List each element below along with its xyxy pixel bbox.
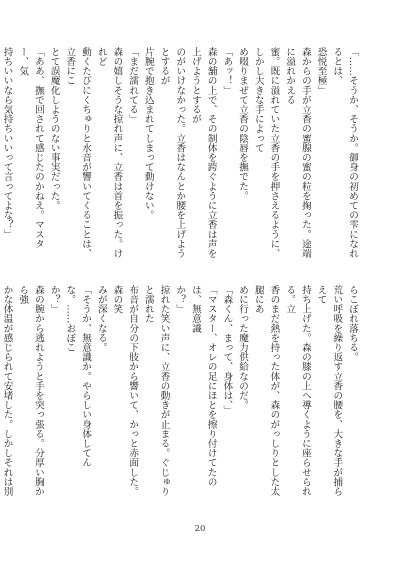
lower-text-line: 「森くん、まって、身体は、」 bbox=[221, 285, 233, 415]
lower-text-line: 布音が自分の下肢から響いて、かっと赤面した。森の笑 bbox=[111, 285, 139, 497]
upper-text-line: 「……そうか、そうか。御身の初めての雫になれるとは、 bbox=[331, 47, 358, 259]
upper-text-line: とて誤魔化しようのない事実だった。 bbox=[48, 47, 60, 211]
lower-text-line: 掠れた笑い声に、立香の動きが止まる。ぐじゅりと濡れた bbox=[142, 285, 170, 497]
lower-text-line: か？」 bbox=[174, 285, 186, 314]
upper-text-line: 森の嬉しそうな掠れ声に、立香は首を振った。けれど bbox=[95, 47, 123, 259]
upper-text-line: 片腕で抱き込まれてしまって動けない。 bbox=[142, 47, 154, 220]
upper-text-line: 蜜。既に溢れていた立香の手を押さえるように、しかし大きな手によって bbox=[252, 47, 280, 259]
lower-text-line: みが深くなる。 bbox=[95, 285, 107, 353]
upper-text-line: 森からの手が立香の蜜腺の蜜の粒を掬った。途端に溢れかえる bbox=[284, 47, 311, 259]
text-block-upper bbox=[1, 47, 360, 262]
lower-text-line: 「マスター、オレの足にほとを擦り付けてたのは、無意識 bbox=[189, 285, 217, 487]
upper-text-line: 恐悦至極」 bbox=[315, 47, 327, 95]
upper-text-line: 動くたびにくちゅりと水音が響いてくることは、立香にこ bbox=[64, 47, 92, 259]
lower-text-line: めに行った魔力供給なのだ。 bbox=[237, 285, 249, 410]
upper-text-line: 「あッ！」 bbox=[221, 47, 233, 95]
text-block-lower bbox=[1, 285, 360, 500]
upper-text-line: 森の舗の上で、その制体を跨ぐように立香は声を上げようとするが bbox=[189, 47, 217, 259]
lower-text-line: 森の腕から逃れようと手を突っ張る。分厚い胸から強 bbox=[17, 285, 44, 497]
upper-text-line: 「ああ、撫で回されて感じたのかねえ。マスター、気 bbox=[17, 47, 44, 249]
lower-text-line: 持ち上げた。森の膝の上へ導くように座らせられる。立 bbox=[284, 285, 311, 497]
lower-text-line: らこぼれ落ちる。 bbox=[347, 285, 358, 362]
lower-text-line: 香のまだ熱を持った体が、森のがっしりとした太腿にあ bbox=[252, 285, 280, 497]
upper-text-line: のがいけなかった。立香はなんとか腰を上げようとするが bbox=[158, 47, 186, 259]
upper-text-line: 「まだ濡れてる」 bbox=[127, 47, 139, 124]
lower-text-line: 「そうか、無意識か。やらしい身体してんな。……おぼこ bbox=[64, 285, 92, 468]
upper-text-line: め啜りまぜて立香の陰唇を撫でた。 bbox=[237, 47, 249, 201]
upper-text-line: 持ちいいなら気持ちいいって言ってよな？」 bbox=[1, 47, 13, 239]
page-number: 20 bbox=[194, 524, 206, 534]
lower-text-line: か？」 bbox=[48, 285, 60, 314]
lower-text-line: 荒い呼吸を繰り返す立香の腰を、大きな手が捕らえて bbox=[315, 285, 343, 497]
lower-text-line: かな体温が感じられて安堵した。しかしそれは別 bbox=[1, 285, 13, 497]
